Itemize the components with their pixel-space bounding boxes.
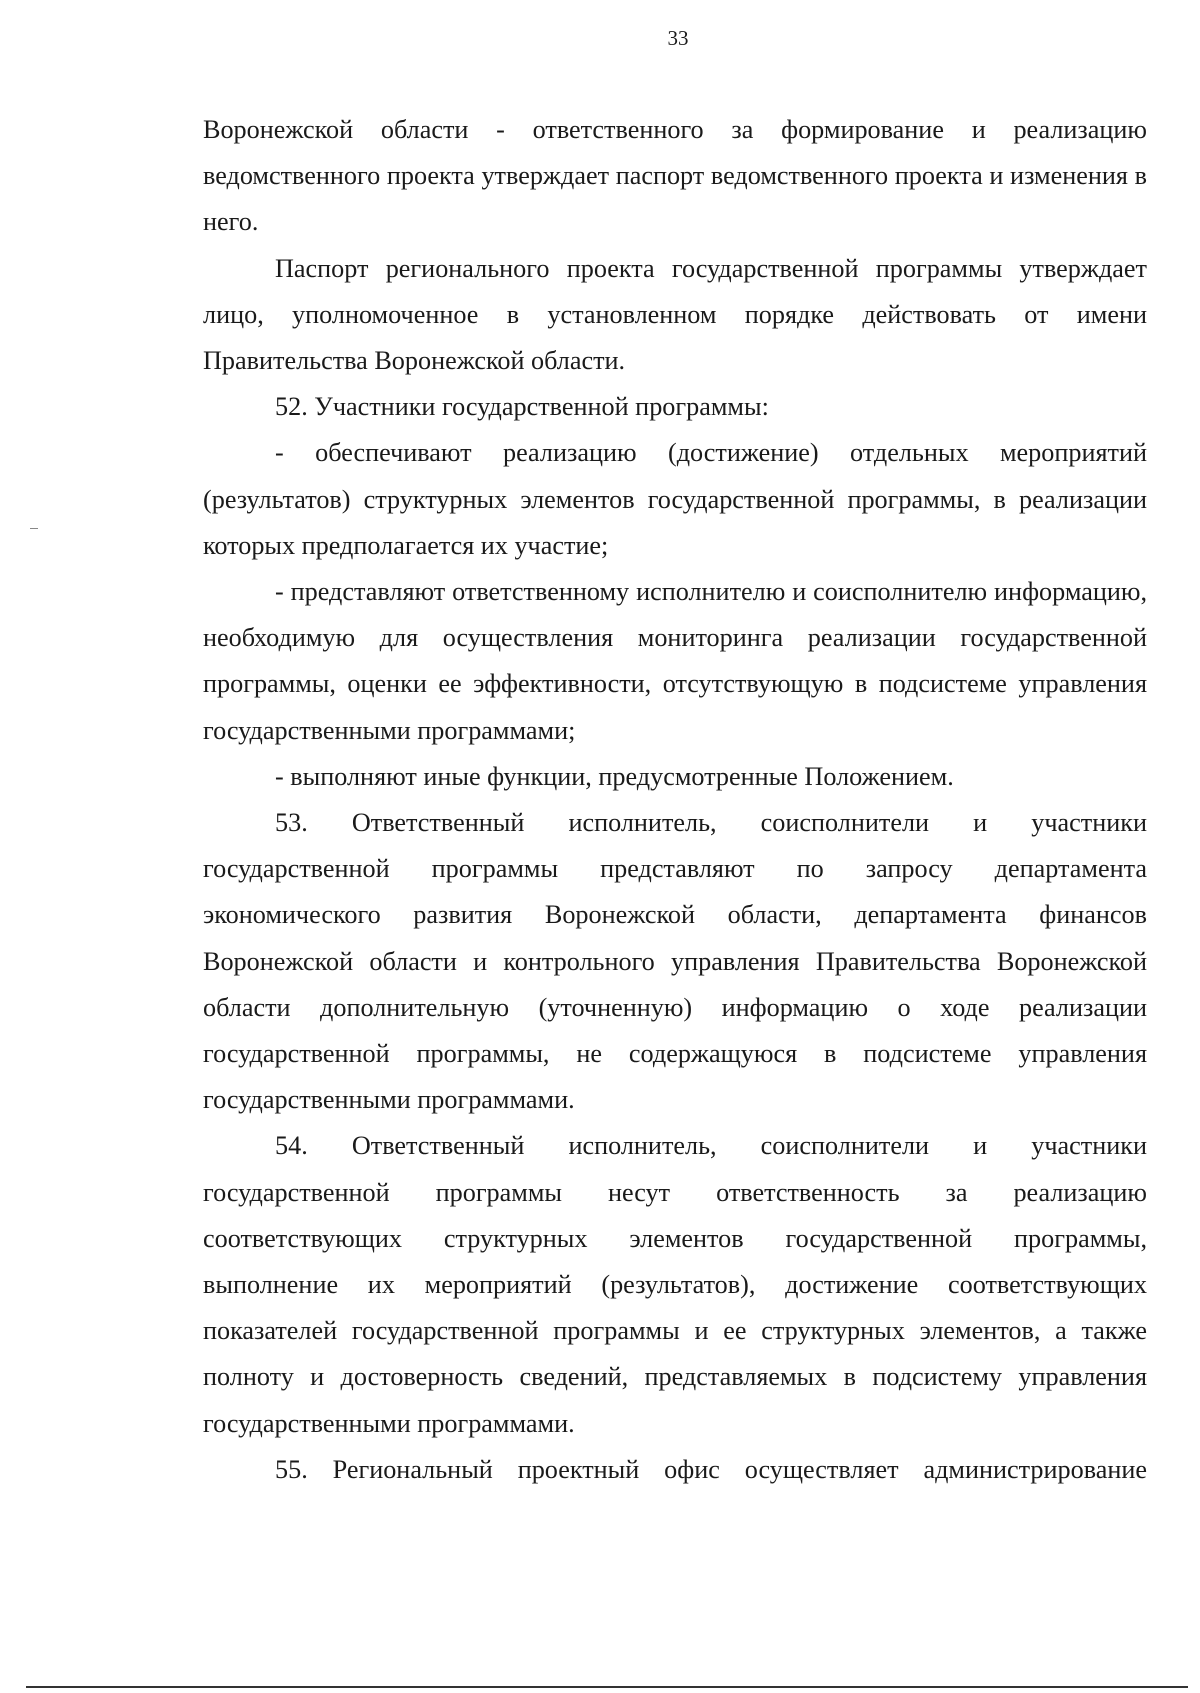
- paragraph-54: 54. Ответственный исполнитель, соисполнители и участники государственной программы несут ответственность за реализацию соответствующих структурных элементов государственной программы, выполнение их мероприятий (результатов), достижение соответствующих показателей государственной программы и ее структурных элементов, а также полноту и достоверность сведений, представляемых в подсистему управления государственными программами.: [203, 1131, 1147, 1438]
- paragraph-52-heading: 52. Участники государственной программы:: [275, 392, 769, 422]
- margin-mark: [30, 528, 38, 529]
- paragraph-regional-project-passport: Паспорт регионального проекта государственной программы утверждает лицо, уполномоченное в установленном порядке действовать от имени Правительства Воронежской области.: [203, 253, 1147, 376]
- paragraph-53: 53. Ответственный исполнитель, соисполнители и участники государственной программы представляют по запросу департамента экономического развития Воронежской области, департамента финансов Воронежской области и контрольного управления Правительства Воронежской области дополнительную (уточненную) информацию о ходе реализации государственной программы, не содержащуюся в подсистеме управления государственными программами.: [203, 808, 1147, 1115]
- paragraph-55-start: 55. Региональный проектный офис осуществляет администрирование: [275, 1454, 1147, 1484]
- list-item-ensure-implementation: - обеспечивают реализацию (достижение) отдельных мероприятий (результатов) структурных элементов государственной программы, в реализации которых предполагается их участие;: [203, 438, 1147, 560]
- page-number: 33: [667, 26, 689, 50]
- list-item-provide-information: - представляют ответственному исполнителю и соисполнителю информацию, необходимую для осуществления мониторинга реализации государственной программы, оценки ее эффективности, отсутствующую в подсистеме управления государственными программами;: [203, 577, 1147, 745]
- paragraph-passport-approval-continued: Воронежской области - ответственного за формирование и реализацию ведомственного проекта утверждает паспорт ведомственного проекта и изменения в него.: [203, 115, 1147, 237]
- bottom-rule-divider: [26, 1686, 1188, 1688]
- list-item-other-functions: - выполняют иные функции, предусмотренные Положением.: [275, 761, 954, 791]
- document-body: [203, 107, 1147, 1493]
